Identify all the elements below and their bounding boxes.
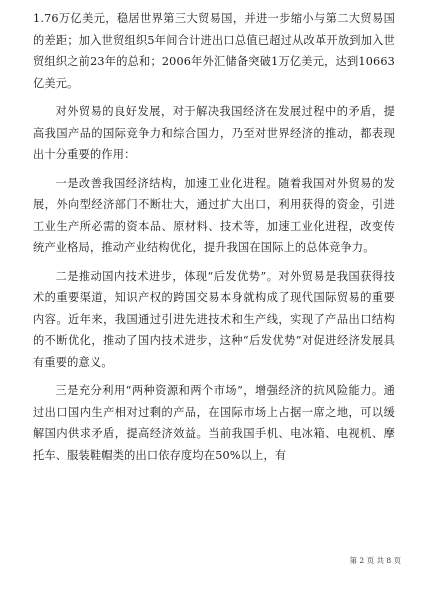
document-body: [33, 8, 395, 466]
page-number-footer: 第 2 页 共 8 页: [349, 556, 401, 565]
paragraph-point-three: 三是充分利用“两种资源和两个市场”，增强经济的抗风险能力。通过出口国内生产相对过剩的产品，在国际市场上占据一席之地，可以缓解国内供求矛盾，提高经济效益。当前我国手机、电冰箱、电视机、摩托车、服装鞋帽类的出口依存度均在50%以上，有: [33, 384, 395, 462]
paragraph-trade-role-intro: 对外贸易的良好发展，对于解决我国经济在发展过程中的矛盾，提高我国产品的国际竞争力和综合国力，乃至对世界经济的推动，都表现出十分重要的作用：: [33, 105, 395, 161]
paragraph-point-one: 一是改善我国经济结构，加速工业化进程。随着我国对外贸易的发展，外向型经济部门不断壮大，通过扩大出口，利用获得的资金，引进工业生产所必需的资本品、原材料、技术等，加速工业化进程，改变传统产业格局，推动产业结构优化，提升我国在国际上的总体竞争力。: [33, 176, 395, 254]
paragraph-continuation: 1.76万亿美元，稳居世界第三大贸易国，并进一步缩小与第二大贸易国的差距；加入世贸组织5年间合计进出口总值已超过从改革开放到加入世贸组织之前23年的总和；2006年外汇储备突破1万亿美元，达到10663亿美元。: [33, 12, 395, 90]
paragraph-point-two: 二是推动国内技术进步，体现“后发优势”。对外贸易是我国获得技术的重要渠道，知识产权的跨国交易本身就构成了现代国际贸易的重要内容。近年来，我国通过引进先进技术和生产线，实现了产品出口结构的不断优化，推动了国内技术进步，这种“后发优势”对促进经济发展具有重要的意义。: [33, 269, 395, 369]
